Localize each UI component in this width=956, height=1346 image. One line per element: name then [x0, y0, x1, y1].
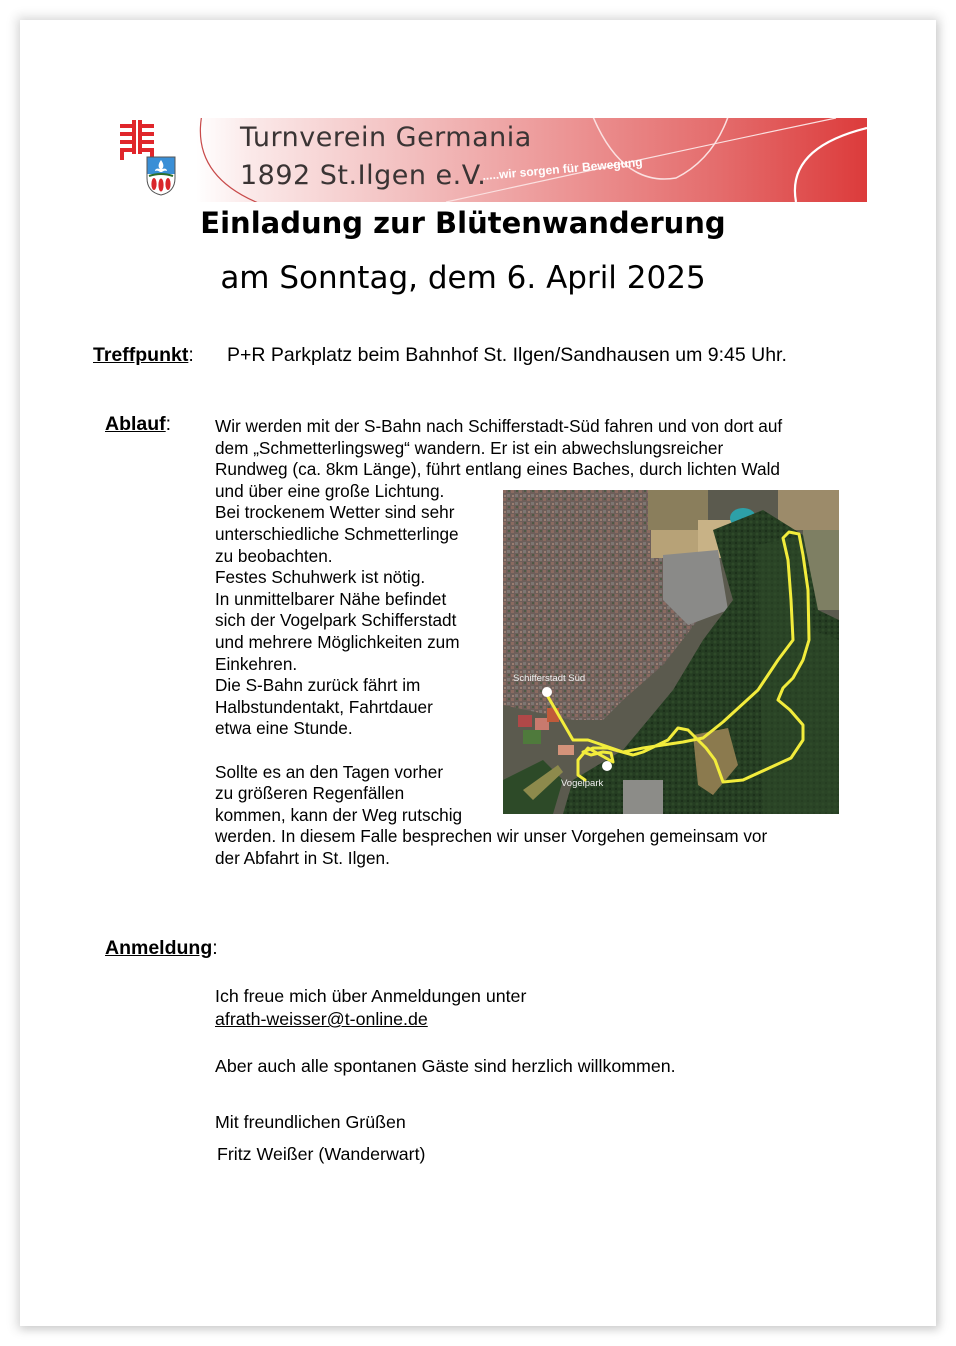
schedule-line: zu größeren Regenfällen: [215, 783, 405, 804]
registration-email-wrap: [215, 1009, 428, 1030]
event-date: am Sonntag, dem 6. April 2025: [220, 260, 706, 296]
welcome-text: Aber auch alle spontanen Gäste sind herzlich willkommen.: [215, 1056, 676, 1076]
schedule-line: Festes Schuhwerk ist nötig.: [215, 567, 426, 588]
schedule-line: Bei trockenem Wetter sind sehr: [215, 502, 455, 523]
map-label-start: Schifferstadt Süd: [513, 673, 586, 684]
schedule-line: und über eine große Lichtung.: [215, 480, 445, 501]
registration-email-link[interactable]: afrath-weisser@t-online.de: [215, 1009, 428, 1029]
schedule-line: Rundweg (ca. 8km Länge), führt entlang eines Baches, durch lichten Wald: [215, 459, 780, 480]
club-banner: [196, 118, 867, 202]
schedule-line: und mehrere Möglichkeiten zum: [215, 631, 460, 652]
banner-club-year: 1892 St.Ilgen e.V.: [240, 160, 487, 191]
schedule-line: dem „Schmetterlingsweg“ wandern. Er ist ein abwechslungsreicher: [215, 437, 724, 458]
registration-intro: Ich freue mich über Anmeldungen unter: [215, 986, 527, 1006]
schedule-line: In unmittelbarer Nähe befindet: [215, 588, 447, 609]
signature: Fritz Weißer (Wanderwart): [217, 1144, 426, 1164]
schedule-line: Halbstundentakt, Fahrtdauer: [215, 696, 433, 717]
schedule-line: kommen, kann der Weg rutschig: [215, 804, 463, 825]
closing-text: Mit freundlichen Grüßen: [215, 1112, 406, 1132]
schedule-line: der Abfahrt in St. Ilgen.: [215, 847, 390, 868]
meeting-point-section: [93, 344, 787, 367]
route-map: [503, 490, 839, 814]
aerial-map-image: [503, 490, 839, 814]
schedule-label: Ablauf: [105, 413, 166, 435]
schedule-line: etwa eine Stunde.: [215, 718, 353, 739]
schedule-line: unterschiedliche Schmetterlinge: [215, 523, 459, 544]
schedule-line: sich der Vogelpark Schifferstadt: [215, 610, 457, 631]
schedule-line: Einkehren.: [215, 653, 298, 674]
schedule-line: Die S-Bahn zurück fährt im: [215, 675, 421, 696]
meeting-point-label: Treffpunkt: [93, 344, 189, 366]
registration-label-wrap: [105, 937, 218, 960]
schedule-label-wrap: [105, 413, 171, 436]
schedule-line: werden. In diesem Falle besprechen wir unser Vorgehen gemeinsam vor: [215, 826, 768, 847]
coat-of-arms-icon: [146, 156, 176, 196]
registration-colon: :: [212, 937, 218, 959]
schedule-line: Wir werden mit der S-Bahn nach Schifferstadt-Süd fahren und von dort auf: [215, 416, 783, 436]
banner-club-name: Turnverein Germania: [240, 122, 532, 153]
map-marker-vogelpark: [602, 761, 612, 771]
schedule-colon: :: [165, 413, 172, 435]
schedule-line: zu beobachten.: [215, 545, 333, 566]
map-label-vogelpark: Vogelpark: [561, 778, 604, 789]
map-marker-start: [542, 687, 552, 697]
page-title: Einladung zur Blütenwanderung: [200, 206, 726, 240]
banner-slogan: .....wir sorgen für Bewegung: [481, 155, 644, 183]
meeting-point-colon: :: [188, 344, 194, 366]
registration-label: Anmeldung: [105, 937, 213, 959]
schedule-line: Sollte es an den Tagen vorher: [215, 761, 444, 782]
meeting-point-value: P+R Parkplatz beim Bahnhof St. Ilgen/Sandhausen um 9:45 Uhr.: [227, 344, 787, 366]
club-logo: [116, 118, 188, 200]
